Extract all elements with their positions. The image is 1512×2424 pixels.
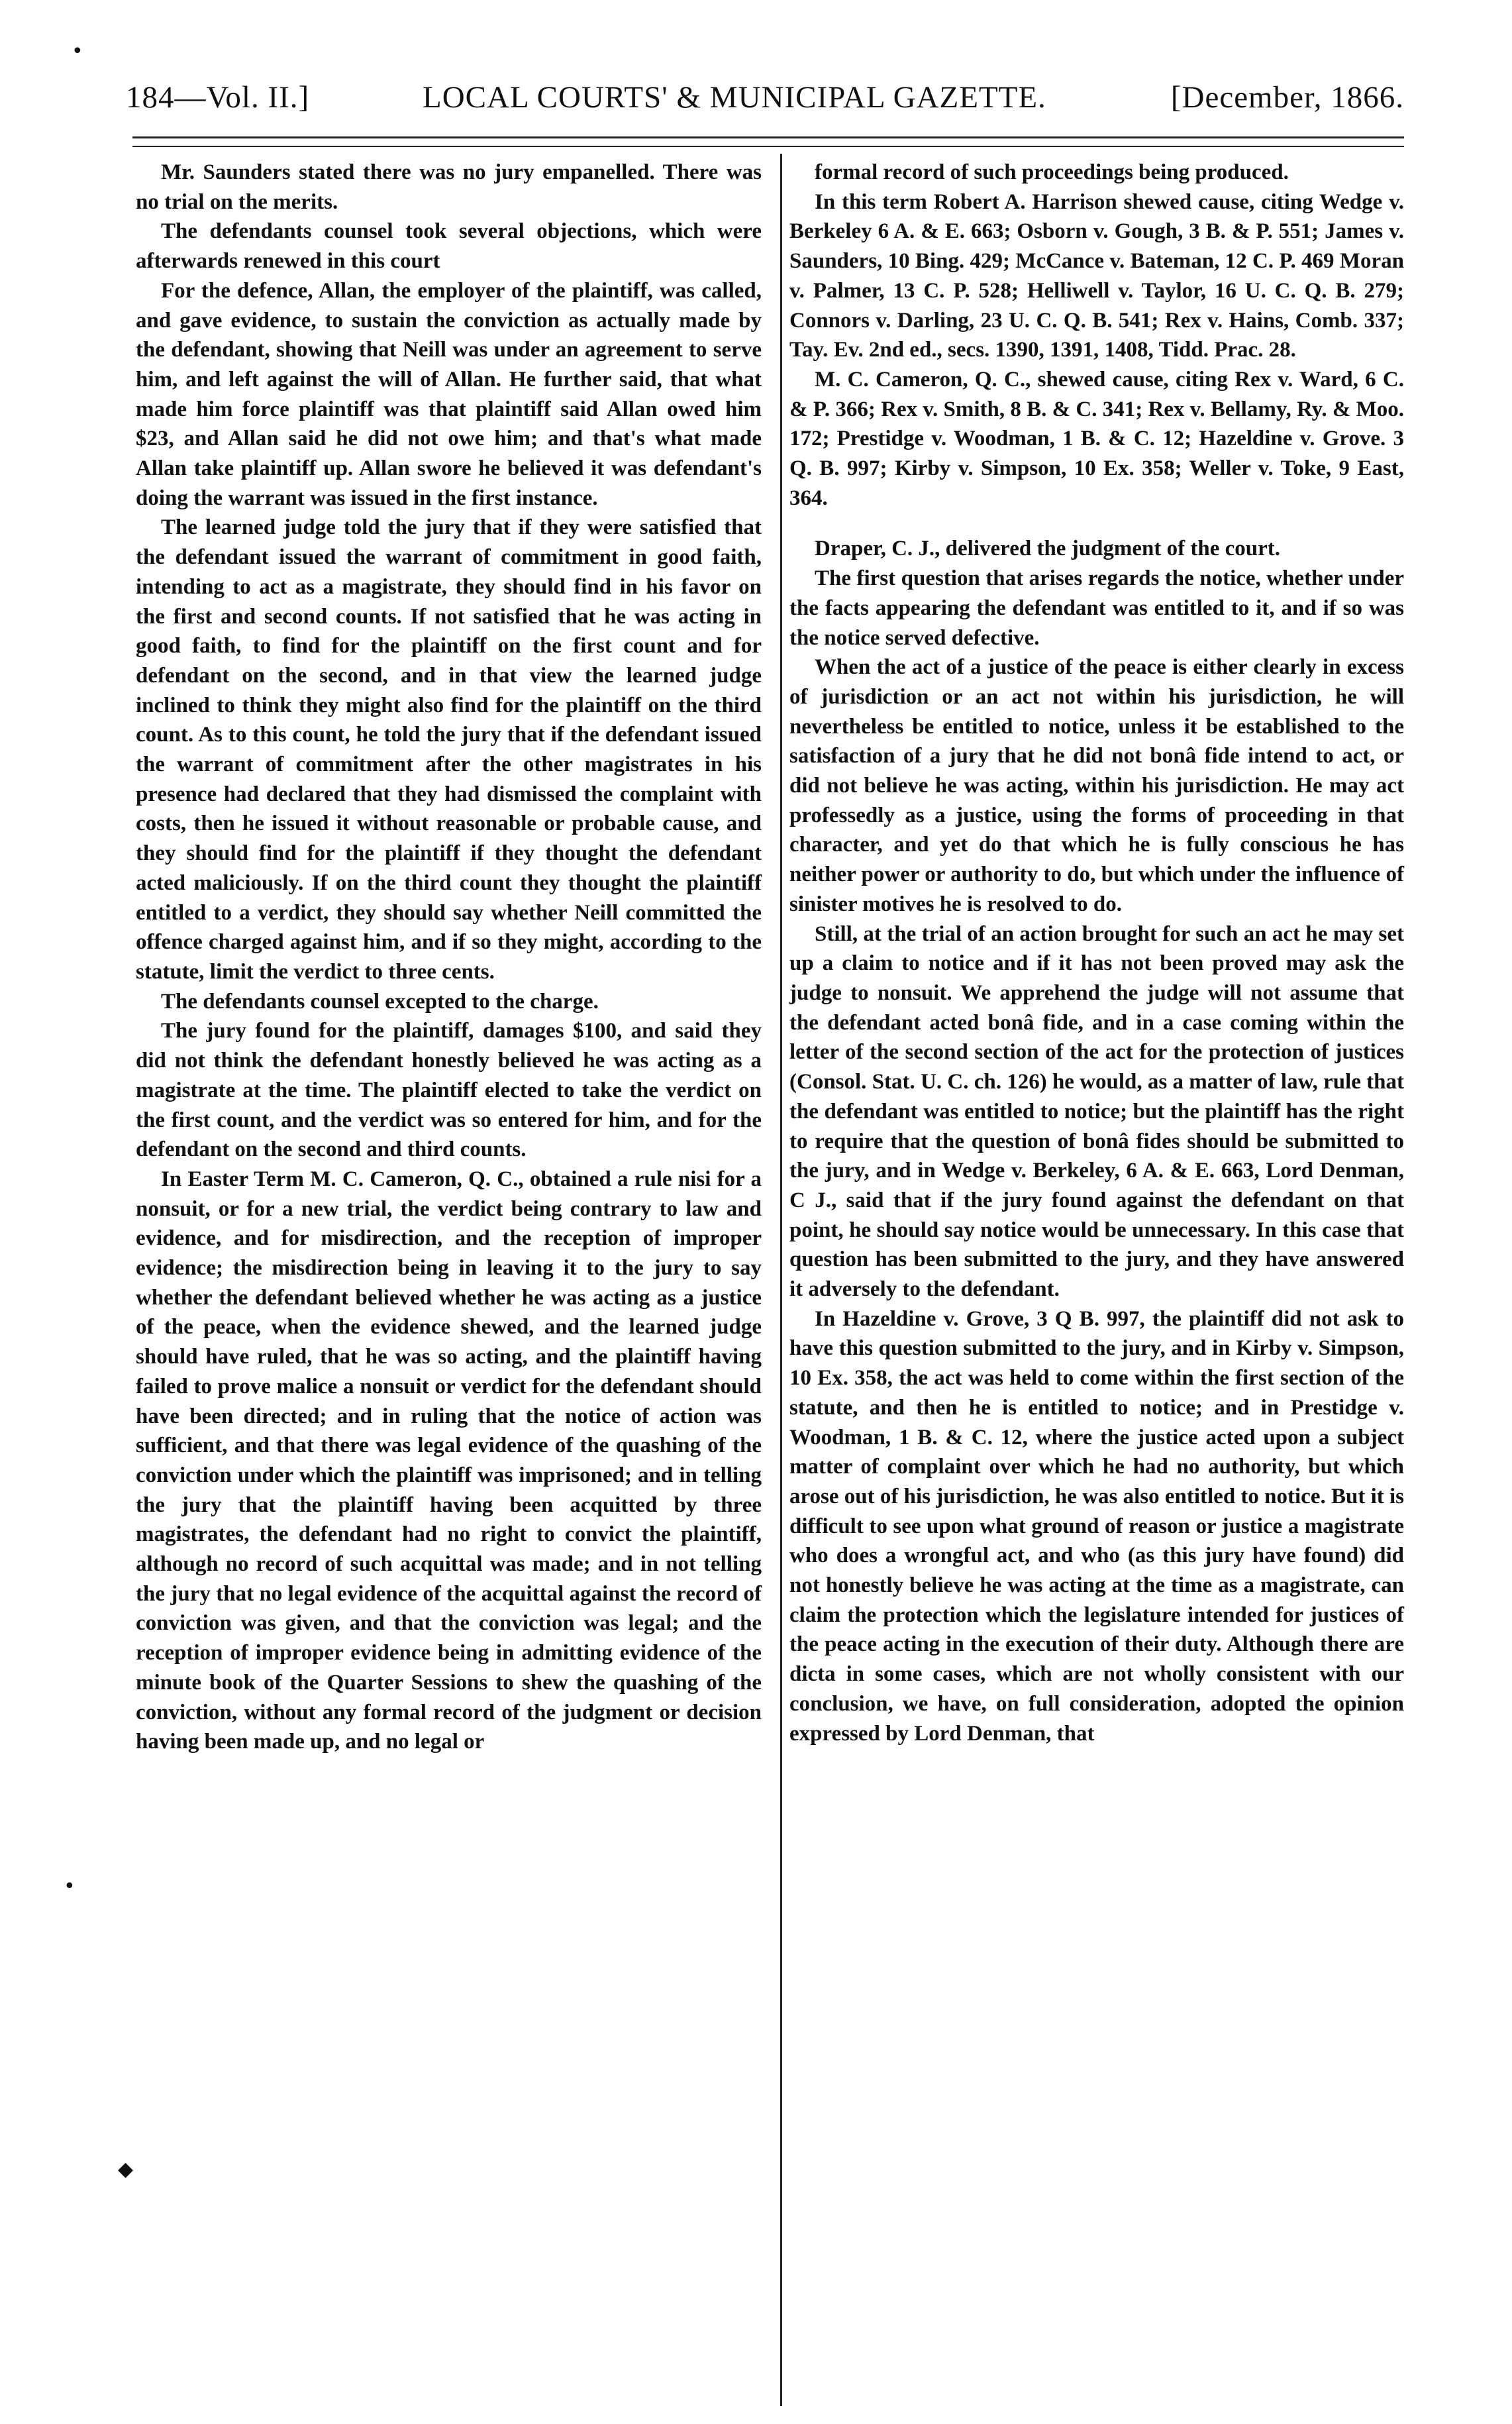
paragraph: The learned judge told the jury that if they were satisfied that the defendant issued the warrant of commitment in good faith, intending to act as a magistrate, they should find in his favor on the first and second counts. If not satisfied that he was acting in good faith, to find for the plaintiff on the first count and for defendant on the second, and in that view the learned judge inclined to think they might also find for the plaintiff on the third count. As to this count, he told the jury that if the defendant issued the warrant of commitment after the other magistrates in his presence had declared that they had dismissed the complaint with costs, then he issued it without reasonable or probable cause, and they should find for the plaintiff if they thought the defendant acted maliciously. If on the third count they thought the plaintiff entitled to a verdict, they should say whether Neill committed the offence charged against him, and if so they might, according to the statute, limit the verdict to three cents. <box>136 515 762 984</box>
paragraph: In Hazeldine v. Grove, 3 Q B. 997, the plaintiff did not ask to have this question submitted to the jury, and in Kirby v. Simpson, 10 Ex. 358, the act was held to come within the first section of the statute, and then he is entitled to notice; and in Prestidge v. Woodman, 1 B. & C. 12, where the justice acted upon a subject matter of complaint over which he had no authority, but which arose out of his jurisdiction, he was also entitled to notice. But it is difficult to see upon what ground of reason or justice a magistrate who does a wrongful act, and who (as this jury have found) did not honestly believe he was acting at the time as a magistrate, can claim the protection which the legislature intended for justices of the peace acting in the execution of their duty. Although there are dicta in some cases, which are not wholly consistent with our conclusion, we have, on full consideration, adopted the opinion expressed by Lord Denman, that <box>789 1306 1404 1746</box>
paragraph: In this term Robert A. Harrison shewed cause, citing Wedge v. Berkeley 6 A. & E. 663; Osborn v. Gough, 3 B. & P. 551; James v. Saunders, 10 Bing. 429; McCance v. Bateman, 12 C. P. 469 Moran v. Palmer, 13 C. P. 528; Helliwell v. Taylor, 16 U. C. Q. B. 279; Connors v. Darling, 23 U. C. Q. B. 541; Rex v. Hains, Comb. 337; Tay. Ev. 2nd ed., secs. 1390, 1391, 1408, Tidd. Prac. 28. <box>789 189 1404 362</box>
paragraph: The jury found for the plaintiff, damages $100, and said they did not think the defendant honestly believed he was acting as a magistrate at the time. The plaintiff elected to take the verdict on the first count, and the verdict was so entered for him, and for the defendant on the second and third counts. <box>136 1019 762 1162</box>
margin-speck: ◆ <box>118 2158 134 2181</box>
header-rule-top <box>132 136 1404 138</box>
paragraph: The defendants counsel excepted to the charge. <box>161 989 599 1014</box>
left-column <box>136 158 762 1757</box>
publication-title: LOCAL COURTS' & MUNICIPAL GAZETTE. <box>423 80 1046 115</box>
paragraph: Draper, C. J., delivered the judgment of the court. <box>815 537 1280 561</box>
right-column <box>789 158 1404 1748</box>
paragraph: M. C. Cameron, Q. C., shewed cause, citing Rex v. Ward, 6 C. & P. 366; Rex v. Smith, 8 B. & C. 341; Rex v. Bellamy, Ry. & Moo. 172; Prestidge v. Woodman, 1 B. & C. 12; Hazeldine v. Grove. 3 Q. B. 997; Kirby v. Simpson, 10 Ex. 358; Weller v. Toke, 9 East, 364. <box>789 367 1404 510</box>
paragraph: The defendants counsel took several objections, which were afterwards renewed in this court <box>136 219 762 274</box>
paragraph: When the act of a justice of the peace is either clearly in excess of jurisdiction or an act not within his jurisdiction, he will nevertheless be entitled to notice, unless it be established to the satisfaction of a jury that he did not bonâ fide intend to act, or did not believe he was acting, within his jurisdiction. He may act professedly as a justice, using the forms of proceeding in that character, and yet do that which he is fully conscious he has neither power or authority to do, but which under the influence of sinister motives he is resolved to do. <box>789 655 1404 916</box>
issue-date: [December, 1866. <box>1170 80 1404 115</box>
page-number: 184—Vol. II.] <box>126 80 310 115</box>
paragraph: In Easter Term M. C. Cameron, Q. C., obtained a rule nisi for a nonsuit, or for a new trial, the verdict being contrary to law and evidence, and for misdirection, and the reception of improper evidence; the misdirection being in leaving it to the jury to say whether the defendant believed whether he was acting as a justice of the peace, when the evidence shewed, and the learned judge should have ruled, that he was so acting, and the plaintiff having failed to prove malice a nonsuit or verdict for the defendant should have been directed; and in ruling that the notice of action was sufficient, and that there was legal evidence of the quashing of the conviction under which the plaintiff was imprisoned; and in telling the jury that the plaintiff having been acquitted by three magistrates, the defendant had no right to convict the plaintiff, although no record of such acquittal was made; and in not telling the jury that no legal evidence of the acquittal against the record of conviction was given, and that the conviction was legal; and the reception of improper evidence being in admitting evidence of the minute book of the Quarter Sessions to shew the quashing of the conviction, without any formal record of the judgment or decision having been made up, and no legal or <box>136 1167 762 1754</box>
header-rule-bottom <box>132 146 1404 147</box>
paragraph: The first question that arises regards the notice, whether under the facts appearing the defendant was entitled to it, and if so was the notice served defective. <box>789 566 1404 650</box>
column-divider <box>780 154 782 2406</box>
paragraph: Mr. Saunders stated there was no jury empanelled. There was no trial on the merits. <box>136 160 762 214</box>
paragraph: formal record of such proceedings being produced. <box>815 160 1289 184</box>
page-header <box>126 79 1404 126</box>
margin-speck: • <box>72 40 83 63</box>
margin-speck: • <box>64 1875 76 1898</box>
paragraph: Still, at the trial of an action brought for such an act he may set up a claim to notice and if it has not been proved may ask the judge to nonsuit. We apprehend the judge will not assume that the defendant acted bonâ fide, and in a case coming within the letter of the second section of the act for the protection of justices (Consol. Stat. U. C. ch. 126) he would, as a matter of law, rule that the defendant was entitled to notice; but the plaintiff has the right to require that the question of bonâ fides should be submitted to the jury, and in Wedge v. Berkeley, 6 A. & E. 663, Lord Denman, C J., said that if the jury found against the defendant on that point, he should say notice would be unnecessary. In this case that question has been submitted to the jury, and they have answered it adversely to the defendant. <box>789 922 1404 1302</box>
paragraph: For the defence, Allan, the employer of the plaintiff, was called, and gave evidence, to sustain the conviction as actually made by the defendant, showing that Neill was under an agreement to serve him, and left against the will of Allan. He further said, that what made him force plaintiff was that plaintiff said Allan owed him $23, and Allan said he did not owe him; and that's what made Allan take plaintiff up. Allan swore he believed it was defendant's doing the warrant was issued in the first instance. <box>136 278 762 510</box>
